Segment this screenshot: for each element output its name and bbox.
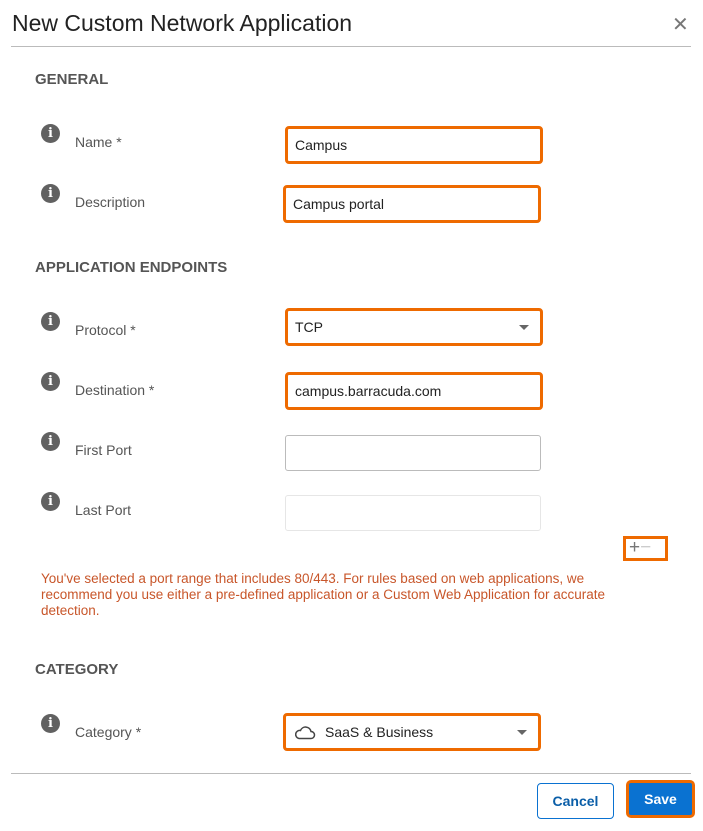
name-input[interactable]: Campus: [286, 127, 542, 163]
chevron-down-icon: [519, 325, 529, 330]
chevron-down-icon: [517, 730, 527, 735]
name-label: Name *: [75, 134, 122, 150]
protocol-value: TCP: [295, 319, 323, 335]
category-select[interactable]: [284, 714, 540, 750]
info-icon[interactable]: i: [41, 184, 60, 203]
cancel-button[interactable]: Cancel: [537, 783, 614, 819]
divider: [11, 773, 691, 774]
info-icon[interactable]: i: [41, 372, 60, 391]
section-category: CATEGORY: [35, 661, 119, 678]
info-icon[interactable]: i: [41, 432, 60, 451]
remove-port-button[interactable]: −: [640, 537, 652, 558]
divider: [11, 46, 691, 47]
category-value: SaaS & Business: [325, 724, 434, 740]
port-range-controls: [624, 537, 667, 560]
first-port-label: First Port: [75, 442, 132, 458]
description-label: Description: [75, 194, 146, 210]
destination-input[interactable]: campus.barracuda.com: [286, 373, 542, 409]
section-endpoints: APPLICATION ENDPOINTS: [35, 259, 228, 276]
dialog-title: New Custom Network Application: [12, 10, 353, 36]
close-icon[interactable]: ✕: [672, 14, 689, 36]
port-warning: You've selected a port range that includes 80/443. For rules based on web applications, we recommend you use either a pre-defined application or a Custom Web Application for accurate detection.: [41, 571, 606, 618]
first-port-input[interactable]: [285, 435, 541, 471]
description-input[interactable]: Campus portal: [284, 186, 540, 222]
section-general: GENERAL: [35, 71, 109, 88]
info-icon[interactable]: i: [41, 124, 60, 143]
destination-label: Destination *: [75, 382, 155, 398]
cloud-icon: [294, 724, 316, 740]
protocol-label: Protocol *: [75, 322, 136, 338]
info-icon[interactable]: i: [41, 312, 60, 331]
protocol-select[interactable]: [286, 309, 542, 345]
save-button[interactable]: Save: [627, 781, 694, 817]
add-port-button[interactable]: +: [629, 537, 641, 558]
last-port-label: Last Port: [75, 502, 132, 518]
info-icon[interactable]: i: [41, 714, 60, 733]
info-icon[interactable]: i: [41, 492, 60, 511]
category-label: Category *: [75, 724, 142, 740]
last-port-input[interactable]: [285, 495, 541, 531]
